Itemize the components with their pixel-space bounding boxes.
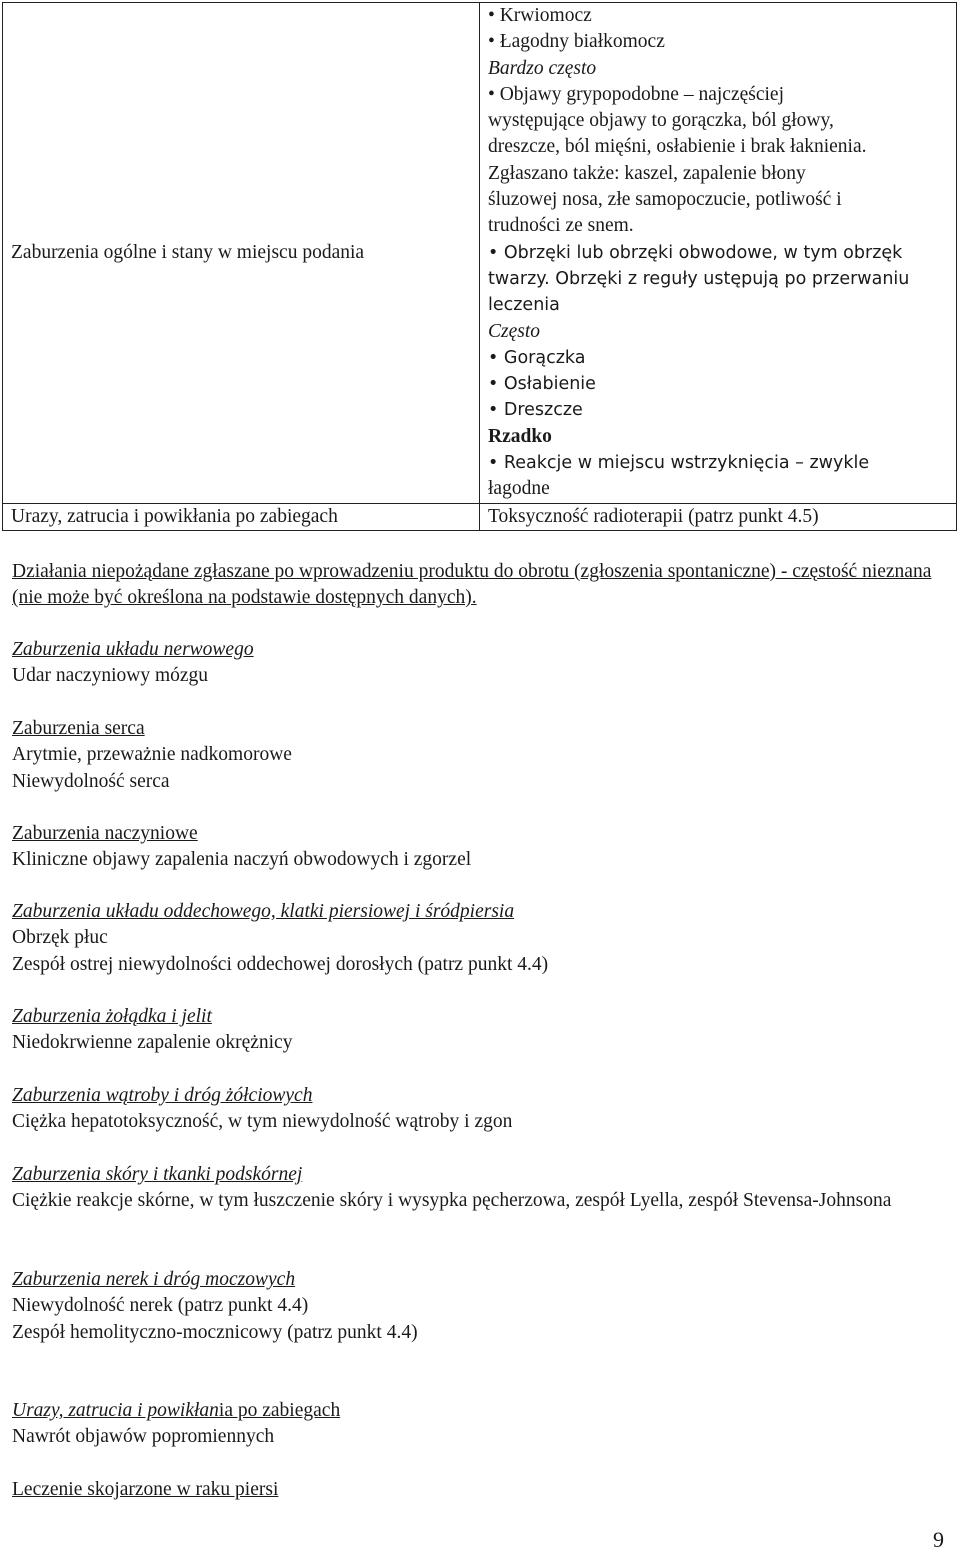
section-heading: Zaburzenia układu oddechowego, klatki piersiowej i śródpiersia xyxy=(12,901,515,922)
section-item: Zespół ostrej niewydolności oddechowej dorosłych (patrz punkt 4.4) xyxy=(12,953,549,975)
effect-line: łagodne xyxy=(488,478,550,500)
section-heading: Zaburzenia naczyniowe xyxy=(12,823,198,844)
section-hepatic xyxy=(12,1083,942,1136)
effect-line: Często xyxy=(488,320,541,342)
section-nervous xyxy=(12,637,942,690)
effect-line: Zgłaszano także: kaszel, zapalenie błony xyxy=(488,162,806,184)
effect-line: • Łagodny białkomocz xyxy=(488,31,665,53)
effect-line: trudności ze snem. xyxy=(488,215,634,237)
section-item: Zespół hemolityczno-mocznicowy (patrz punkt 4.4) xyxy=(12,1321,418,1343)
section-item: Ciężkie reakcje skórne, w tym łuszczenie skóry i wysypka pęcherzowa, zespół Lyella, zespół Stevensa-Johnsona xyxy=(12,1190,892,1212)
final-heading: Leczenie skojarzone w raku piersi xyxy=(12,1479,279,1500)
section-vascular xyxy=(12,821,942,874)
heading-italic-part: Urazy, zatrucia i powikłan xyxy=(12,1400,219,1421)
section-heading: Zaburzenia żołądka i jelit xyxy=(12,1006,212,1027)
effect-line: twarzy. Obrzęki z reguły ustępują po przerwaniu xyxy=(488,268,910,289)
effect-line: • Objawy grypopodobne – najczęściej xyxy=(488,83,784,105)
effect-line: Bardzo często xyxy=(488,57,597,79)
heading-rest-part: ia po zabiegach xyxy=(218,1400,341,1421)
effect-line: leczenia xyxy=(488,295,560,316)
soc-label: Urazy, zatrucia i powikłania po zabiegach xyxy=(11,505,338,527)
section-heading: Zaburzenia skóry i tkanki podskórnej xyxy=(12,1164,303,1185)
section-heading xyxy=(12,1398,942,1424)
page-number: 9 xyxy=(933,1527,944,1552)
section-gastro xyxy=(12,1004,942,1057)
section-cardiac xyxy=(12,716,942,795)
section-item: Udar naczyniowy mózgu xyxy=(12,665,209,687)
soc-label: Zaburzenia ogólne i stany w miejscu podania xyxy=(11,241,365,263)
effect-line: • Obrzęki lub obrzęki obwodowe, w tym obrzęk xyxy=(488,242,903,263)
section-heading: Zaburzenia serca xyxy=(12,718,145,739)
effect-line: śluzowej nosa, złe samopoczucie, potliwość i xyxy=(488,189,842,211)
soc-cell xyxy=(3,503,480,530)
section-heading: Zaburzenia nerek i dróg moczowych xyxy=(12,1269,296,1290)
section-item: Niedokrwienne zapalenie okrężnicy xyxy=(12,1032,293,1054)
table-row xyxy=(3,3,957,504)
section-injury xyxy=(12,1398,942,1451)
section-item: Niewydolność nerek (patrz punkt 4.4) xyxy=(12,1295,309,1317)
effect-line: • Dreszcze xyxy=(488,400,583,421)
effect-line: Rzadko xyxy=(488,425,552,447)
section-item: Nawrót objawów popromiennych xyxy=(12,1426,275,1448)
section-heading: Zaburzenia wątroby i dróg żółciowych xyxy=(12,1085,313,1106)
section-item: Niewydolność serca xyxy=(12,770,170,792)
soc-cell xyxy=(3,3,480,504)
effects-cell xyxy=(480,3,957,504)
section-skin xyxy=(12,1162,942,1215)
table-row xyxy=(3,503,957,530)
effect-line: • Krwiomocz xyxy=(488,5,592,26)
effect-line: • Reakcje w miejscu wstrzyknięcia – zwykle xyxy=(488,453,870,474)
section-item: Kliniczne objawy zapalenia naczyń obwodowych i zgorzel xyxy=(12,849,472,871)
effects-cell xyxy=(480,503,957,530)
section-respiratory xyxy=(12,899,942,978)
section-renal xyxy=(12,1267,942,1346)
intro-paragraph: Działania niepożądane zgłaszane po wprowadzeniu produktu do obrotu (zgłoszenia spontaniczne) - częstość nieznana (nie może być określona na podstawie dostępnych danych). xyxy=(12,561,932,609)
effect-line: występujące objawy to gorączka, ból głowy, xyxy=(488,110,834,132)
section-item: Arytmie, przeważnie nadkomorowe xyxy=(12,744,292,766)
section-heading: Zaburzenia układu nerwowego xyxy=(12,639,254,660)
section-item: Ciężka hepatotoksyczność, w tym niewydolność wątroby i zgon xyxy=(12,1111,513,1133)
section-item: Obrzęk płuc xyxy=(12,927,108,949)
adverse-effects-table xyxy=(2,2,957,531)
effect-text: Toksyczność radioterapii (patrz punkt 4.5) xyxy=(488,505,819,527)
effect-line: • Osłabienie xyxy=(488,374,596,395)
effect-line: dreszcze, ból mięśni, osłabienie i brak łaknienia. xyxy=(488,136,867,158)
effect-line: • Gorączka xyxy=(488,347,586,368)
